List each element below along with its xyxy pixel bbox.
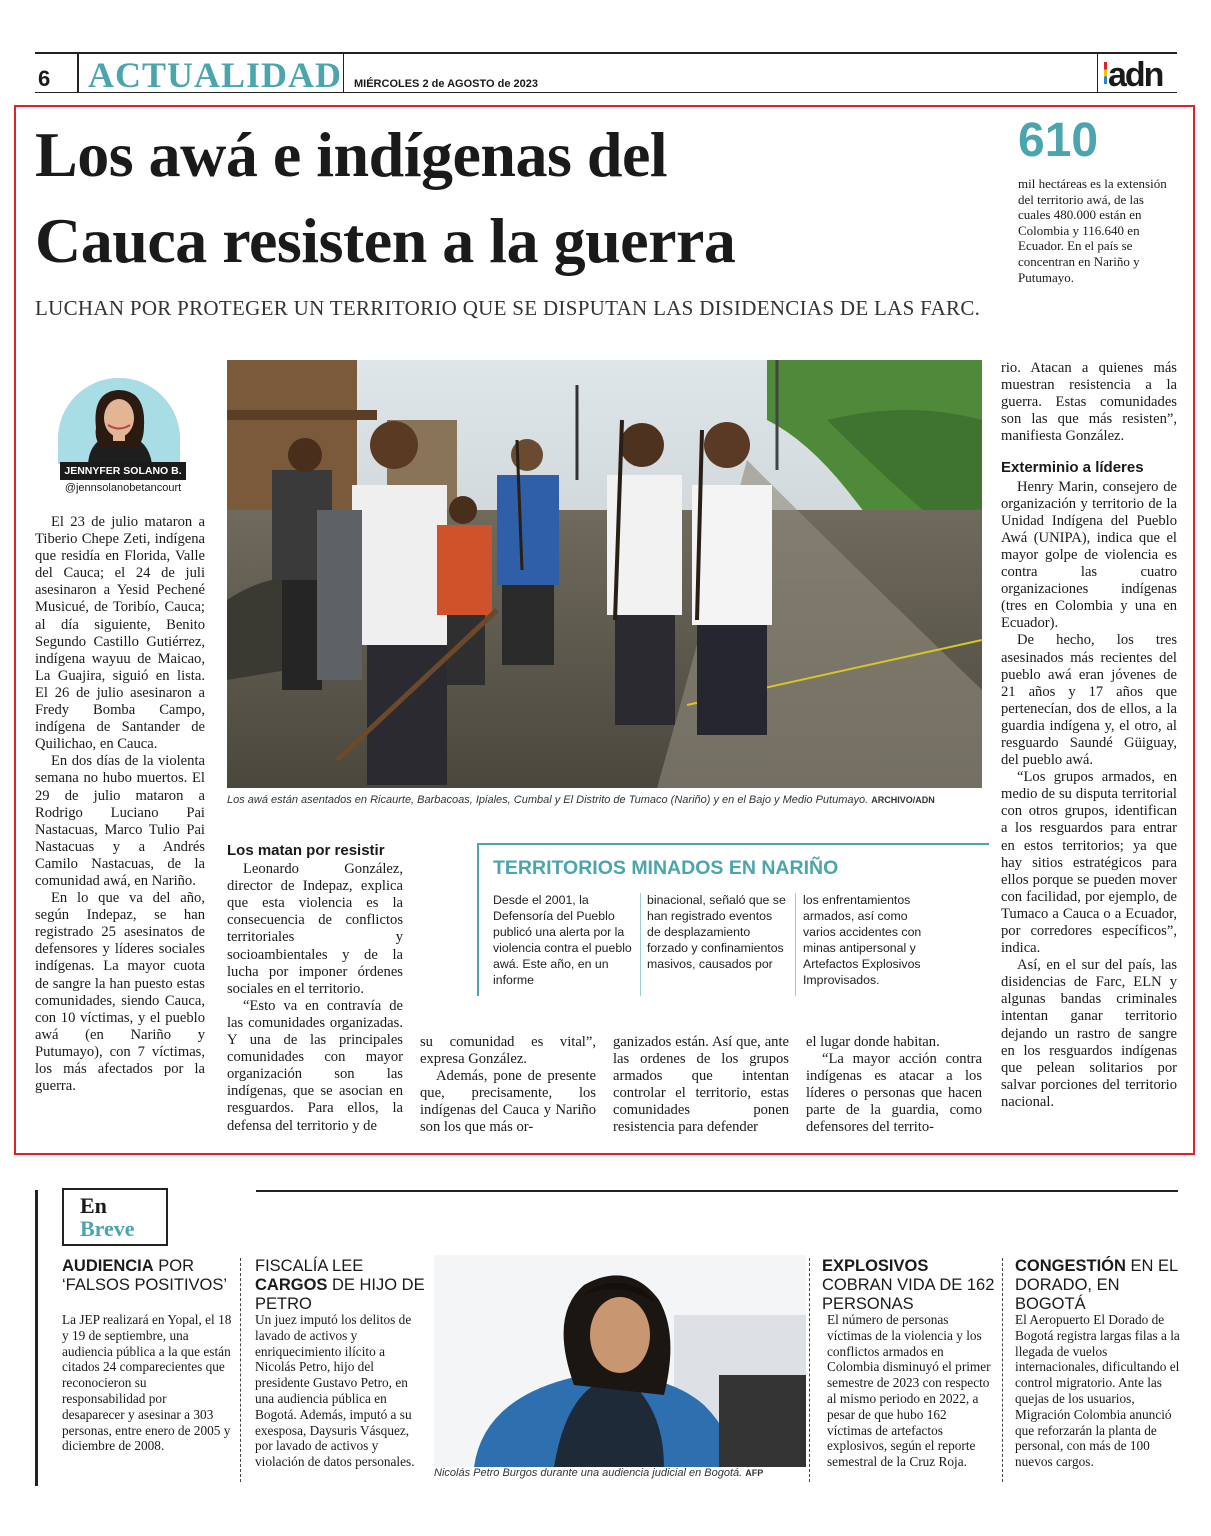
paragraph: Henry Marin, consejero de organización y territorio de la Unidad Indígena del Pueblo Awá (UNIPA), indica que el mayor golpe de violencia es contra las cuatro organizaciones indígenas (tres en Colombia y una en Ecuador).: [1001, 478, 1177, 632]
breve-text: La JEP realizará en Yopal, el 18 y 19 de septiembre, una audiencia pública a la que están citados 24 comparecientes que reconocieron su responsabilidad por desaparecer y asesinar a 303 personas, entre enero de 2005 y diciembre de 2008.: [62, 1312, 232, 1454]
photo-caption: [227, 794, 987, 806]
publication-logo: adn: [1108, 56, 1163, 94]
breve-headline: [822, 1257, 997, 1314]
author-name: JENNYFER SOLANO B.: [60, 462, 186, 480]
paragraph: En dos días de la violenta semana no hubo muertos. El 29 de julio mataron a Rodrigo Luciano Pai Nastacuas, Marco Tulio Pai Nastacuas y a Andrés Camilo Nastacuas, de la comunidad awá, en Nariño.: [35, 753, 205, 889]
breve-photo-caption: [434, 1467, 763, 1479]
paragraph: el lugar donde habitan.: [806, 1034, 940, 1050]
paragraph: ganizados están. Así que, ante las ordenes de los grupos armados que intentan controlar el territorio, estas comunidades ponen resistencia para defender: [613, 1034, 789, 1136]
breve-label-en: En: [80, 1193, 107, 1218]
paragraph: su comunidad es vital”, expresa González.: [420, 1034, 596, 1068]
sidebar-box-text: Desde el 2001, la Defensoría del Pueblo publicó una alerta por la violencia contra el pueblo awá. Este año, en un informe: [493, 893, 632, 987]
paragraph: El 23 de julio mataron a Tiberio Chepe Zeti, indígena que residía en Florida, Valle del Cauca; el 24 de juli asesinaron a Yesid Pechené Musicué, de Toribío, Cauca; al día siguiente, Benito Segundo Castillo Gutiérrez, indígena wayuu de Maicao, La Guajira, siguió en lista. El 26 de julio asesinaron a Fredy Bomba Campo, indígena de Santander de Quilichao, en Cauca.: [35, 514, 205, 753]
sidebar-box-text: binacional, señaló que se han registrado eventos de desplazamiento forzado y confinamientos masivos, causados por: [647, 893, 786, 971]
paragraph: Además, pone de presente que, precisamente, los indígenas del Cauca y Nariño son los que más or-: [420, 1068, 596, 1136]
header-divider: [1097, 52, 1098, 92]
sidebar-box-rule: [477, 843, 479, 996]
stat-description: mil hectáreas es la extensión del territorio awá, de las cuales 480.000 están en Colombia y 116.640 en Ecuador. En el país se concentran en Nariño y Putumayo.: [1018, 176, 1167, 285]
breve-text: El número de personas víctimas de la violencia y los conflictos armados en Colombia disminuyó el primer semestre de 2023 con respecto al mismo periodo en 2022, a pesar de que hubo 162 víctimas de artefactos explosivos, según el reporte semestral de la Cruz Roja.: [827, 1312, 991, 1470]
breve-headline: [1015, 1257, 1180, 1314]
article-column-1: [35, 514, 205, 1095]
breve-headline-bold: CONGESTIÓN: [1015, 1257, 1126, 1275]
article-column-4: [613, 1034, 789, 1137]
paragraph: En lo que va del año, según Indepaz, se han registrado 25 asesinatos de defensores y líderes sociales indígenas. La mayor cuota de sangre la han puesto estas comunidades, siendo Cauca, con 10 víctimas, y el pueblo awá (en Nariño y Putumayo), con 7 víctimas, los más afectados por la guerra.: [35, 890, 205, 1095]
breve-divider: [809, 1258, 810, 1482]
breve-headline-rest: POR ‘FALSOS POSITIVOS’: [62, 1257, 228, 1294]
breve-headline-rest: DE HIJO DE PETRO: [255, 1276, 425, 1313]
breve-top-rule: [256, 1190, 1178, 1192]
breve-text: Un juez imputó los delitos de lavado de activos y enriquecimiento ilícito a Nicolás Petro, hijo del presidente Gustavo Petro, en una audiencia pública en Bogotá. Además, imputó a su exesposa, Daysuris Vásquez, por lavado de activos y violación de datos personales.: [255, 1312, 415, 1470]
headline-line-2: Cauca resisten a la guerra: [35, 205, 736, 276]
article-column-2: [227, 842, 403, 1135]
breve-headline: [62, 1257, 232, 1295]
sidebar-box-divider: [795, 893, 796, 996]
photo-scene-illustration: [227, 360, 982, 788]
section-subheading: Exterminio a líderes: [1001, 459, 1144, 477]
stat-number: 610: [1018, 114, 1099, 167]
paragraph: “Los grupos armados, en medio de su disputa territorial con otros grupos, identifican a los resguardos para entrar en estos territorios; ya que hay sitios estratégicos para ellos porque se pueden mover con facilidad, por ejemplo, de Tumaco a Cauca o a Ecuador, por corredores específicos”, indica.: [1001, 769, 1177, 957]
author-handle[interactable]: @jennsolanobetancourt: [64, 482, 182, 494]
paragraph: rio. Atacan a quienes más muestran resistencia a la guerra. Estas comunidades son las que más resisten”, manifiesta González.: [1001, 360, 1177, 445]
photo-credit: ARCHIVO/ADN: [871, 795, 935, 805]
breve-photo-caption-text: Nicolás Petro Burgos durante una audiencia judicial en Bogotá.: [434, 1467, 743, 1479]
headline-line-1: Los awá e indígenas del: [35, 119, 668, 190]
breve-divider: [240, 1258, 241, 1482]
issue-date: MIÉRCOLES 2 de AGOSTO de 2023: [354, 78, 538, 90]
breve-photo: [434, 1255, 806, 1467]
section-title: ACTUALIDAD: [88, 55, 343, 95]
article-column-3: [420, 1034, 596, 1137]
sidebar-box-rule: [477, 843, 989, 845]
breve-headline-bold: EXPLOSIVOS: [822, 1257, 929, 1275]
photo-caption-text: Los awá están asentados en Ricaurte, Barbacoas, Ipiales, Cumbal y El Distrito de Tumaco (Nariño) y en el Bajo y Medio Putumayo.: [227, 794, 869, 806]
header-divider: [343, 52, 344, 92]
breve-headline-pre: FISCALÍA LEE: [255, 1257, 364, 1275]
breve-headline-rest: COBRAN VIDA DE 162 PERSONAS: [822, 1276, 995, 1313]
breve-headline-bold: AUDIENCIA: [62, 1257, 154, 1275]
paragraph: Leonardo González, director de Indepaz, explica que esta violencia es la consecuencia de conflictos territoriales y socioambientales y de la lucha por imponer órdenes sociales en el territorio.: [227, 861, 403, 997]
breve-headline-bold: CARGOS: [255, 1276, 328, 1294]
logo-color-bar: [1104, 62, 1107, 84]
paragraph: De hecho, los tres asesinados más recientes del pueblo awá eran jóvenes de 21 años y 17 años que pertenecían, dos de ellos, a la guardia indígena y, el otro, al resguardo Saundé Güiguay, del pueblo awá.: [1001, 632, 1177, 769]
article-headline: [35, 112, 995, 284]
section-subheading: Los matan por resistir: [227, 842, 385, 859]
sidebar-box-divider: [640, 893, 641, 996]
breve-divider: [1002, 1258, 1003, 1482]
page-number: 6: [38, 66, 51, 91]
sidebar-box-title: TERRITORIOS MINADOS EN NARIÑO: [493, 857, 839, 879]
article-photo: [227, 360, 982, 788]
breve-text: El Aeropuerto El Dorado de Bogotá registra largas filas a la llegada de vuelos internacionales, dificultando el control migratorio. Ante las quejas de los usuarios, Migración Colombia anunció que reforzarán la planta de personal, con más de 100 nuevos cargos.: [1015, 1312, 1180, 1470]
breve-headline-rest: EN EL DORADO, EN BOGOTÁ: [1015, 1257, 1178, 1313]
breve-portrait-illustration: [434, 1255, 806, 1467]
header-divider: [77, 52, 79, 92]
paragraph: “La mayor acción contra indígenas es atacar a los líderes o personas que hacen parte de la guardia, como defensores del territo-: [806, 1051, 982, 1136]
article-subhead: LUCHAN POR PROTEGER UN TERRITORIO QUE SE DISPUTAN LAS DISIDENCIAS DE LAS FARC.: [35, 296, 981, 320]
paragraph: Así, en el sur del país, las disidencias de Farc, ELN y algunas bandas criminales intentan ganar territorio dejando un rastro de sangre en los resguardos indígenas que pelean solitarios por salvar porciones del territorio nacional.: [1001, 957, 1177, 1110]
paragraph: “Esto va en contravía de las comunidades organizadas. Y una de las principales comunidades con mayor organización son las indígenas, que se asocian en resguardos. Para ellos, la defensa del territorio y de: [227, 997, 403, 1134]
sidebar-box-text: los enfrentamientos armados, así como varios accidentes con minas antipersonal y Artefactos Explosivos Improvisados.: [803, 893, 922, 987]
breve-label-breve: Breve: [80, 1216, 135, 1241]
article-column-5: [806, 1034, 982, 1137]
article-column-6: [1001, 360, 1177, 1111]
breve-photo-credit: AFP: [745, 1468, 764, 1478]
breve-headline: [255, 1257, 430, 1314]
breve-vertical-rule: [35, 1190, 38, 1486]
